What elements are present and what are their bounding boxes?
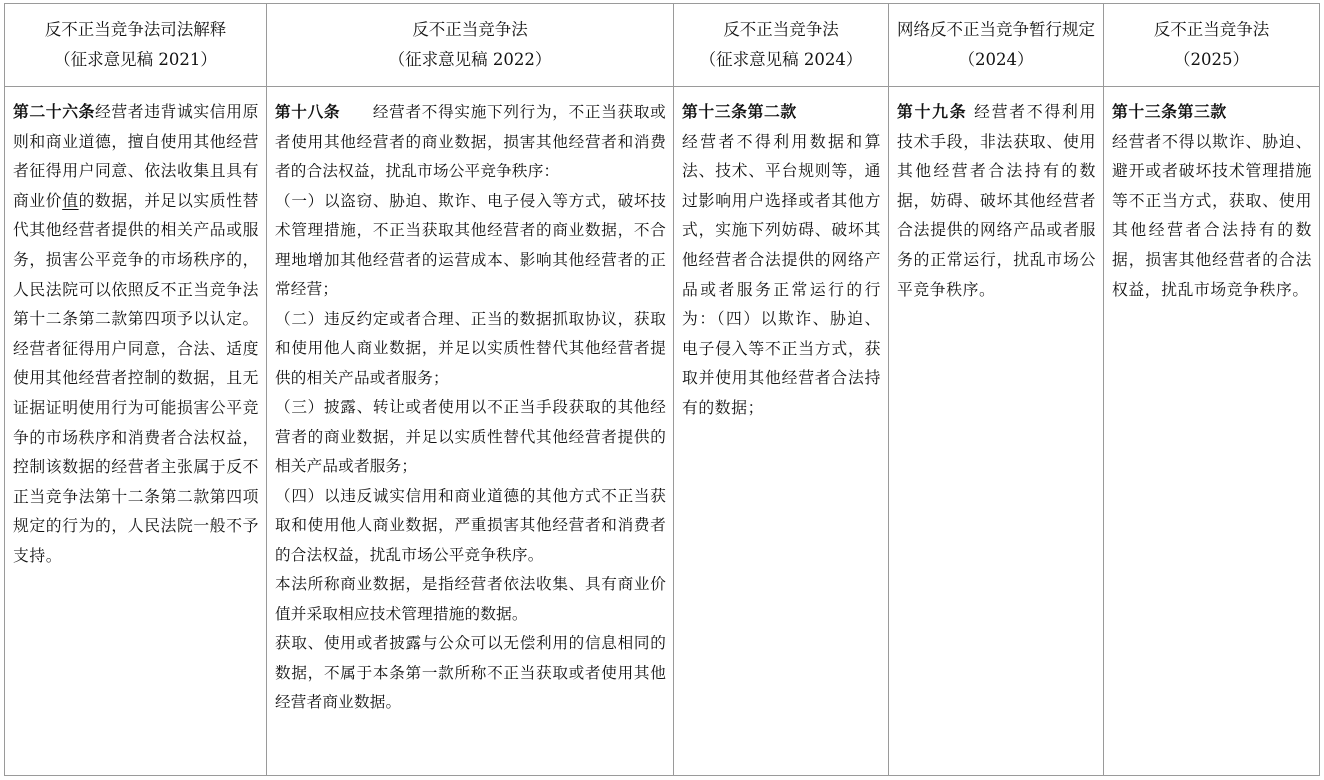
header-cell-4 [889, 4, 1104, 87]
body-cell-2 [267, 87, 674, 776]
header-title: 反不正当竞争法 [1153, 20, 1270, 39]
article-heading: 第十三条第二款 [682, 102, 797, 121]
body-cell-5 [1104, 87, 1320, 776]
paragraph-text: 经营者违背诚实信用原则和商业道德，擅自使用其他经营者征得用户同意、依法收集且具有商业价 [13, 102, 259, 210]
header-row [5, 4, 1320, 87]
comparison-table [4, 3, 1320, 776]
header-cell-3 [674, 4, 889, 87]
paragraph: 经营者不得利用数据和算法、技术、平台规则等，通过影响用户选择或者其他方式，实施下列妨碍、破坏其他经营者合法提供的网络产品或者服务正常运行的行为：（四）以欺诈、胁迫、电子侵入等不正当方式，获取并使用其他经营者合法持有的数据； [682, 131, 881, 417]
paragraph [13, 97, 259, 334]
header-title: 反不正当竞争法司法解释 [44, 20, 227, 39]
paragraph: 获取、使用或者披露与公众可以无偿利用的信息相同的数据，不属于本条第一款所称不正当获取或者使用其他经营者商业数据。 [275, 634, 666, 711]
header-cell-5 [1104, 4, 1320, 87]
header-title: 反不正当竞争法 [723, 20, 839, 39]
body-cell-3 [674, 87, 889, 776]
article-heading: 第十三条第三款 [1112, 102, 1227, 121]
paragraph-text: 经营者不得利用技术手段，非法获取、使用其他经营者合法持有的数据，妨碍、破坏其他经营者合法提供的网络产品或者服务的正常运行，扰乱市场公平竞争秩序。 [897, 102, 1097, 299]
header-title: 反不正当竞争法 [412, 20, 528, 39]
list-item: （四）以违反诚实信用和商业道德的其他方式不正当获取和使用他人商业数据，严重损害其他经营者和消费者的合法权益，扰乱市场公平竞争秩序。 [275, 486, 666, 564]
list-item: （一）以盗窃、胁迫、欺诈、电子侵入等方式，破坏技术管理措施，不正当获取其他经营者的商业数据，不合理地增加其他经营者的运营成本、影响其他经营者的正常经营； [275, 191, 666, 298]
list-item: （二）违反约定或者合理、正当的数据抓取协议，获取和使用他人商业数据，并足以实质性替代其他经营者提供的相关产品或者服务； [275, 309, 666, 387]
body-cell-1 [5, 87, 267, 776]
paragraph: 本法所称商业数据，是指经营者依法收集、具有商业价值并采取相应技术管理措施的数据。 [275, 575, 666, 623]
header-subtitle: （征求意见稿 2022） [388, 50, 552, 69]
article-heading: 第十九条 [897, 102, 968, 121]
article-heading: 第十八条 [275, 102, 341, 121]
body-cell-4 [889, 87, 1104, 776]
underlined-text: 值 [62, 190, 79, 210]
paragraph: 经营者征得用户同意，合法、适度使用其他经营者控制的数据，且无证据证明使用行为可能损害公平竞争的市场秩序和消费者合法权益，控制该数据的经营者主张属于反不正当竞争法第十二条第二款第四项规定的行为的，人民法院一般不予支持。 [13, 338, 259, 565]
list-item: （三）披露、转让或者使用以不正当手段获取的其他经营者的商业数据，并足以实质性替代其他经营者提供的相关产品或者服务； [275, 398, 666, 475]
paragraph [275, 97, 666, 187]
header-subtitle: （征求意见稿 2021） [54, 50, 217, 69]
body-row [5, 87, 1320, 776]
article-heading: 第二十六条 [13, 102, 95, 121]
paragraph-text: 经营者不得实施下列行为，不正当获取或者使用其他经营者的商业数据，损害其他经营者和消费者的合法权益，扰乱市场公平竞争秩序： [275, 103, 666, 180]
header-subtitle: （2025） [1174, 50, 1249, 69]
paragraph-text: 的数据，并足以实质性替代其他经营者提供的相关产品或服务，损害公平竞争的市场秩序的，人民法院可以依照反不正当竞争法第十二条第二款第四项予以认定。 [13, 190, 259, 329]
header-cell-1 [5, 4, 267, 87]
paragraph: 经营者不得以欺诈、胁迫、避开或者破坏技术管理措施等不正当方式，获取、使用其他经营者合法持有的数据，损害其他经营者的合法权益，扰乱市场竞争秩序。 [1112, 131, 1312, 299]
header-title: 网络反不正当竞争暂行规定（2024） [897, 20, 1095, 69]
header-cell-2 [267, 4, 674, 87]
paragraph [897, 97, 1096, 304]
header-subtitle: （征求意见稿 2024） [699, 50, 863, 69]
